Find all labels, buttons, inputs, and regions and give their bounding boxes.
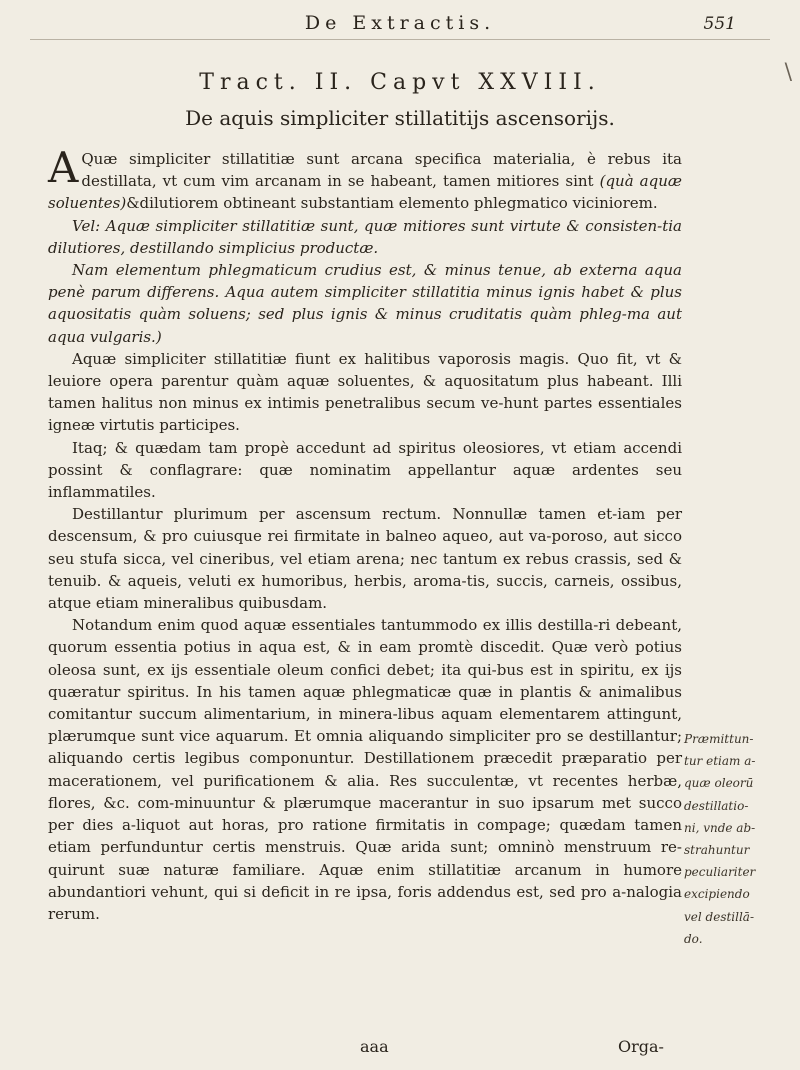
paragraph-4: Aquæ simpliciter stillatitiæ fiunt ex halitibus vaporosis magis. Quo fit, vt & leuiore opera parentur quàm aquæ soluentes, & aquositatum plus habeant. Illi tamen halitus non minus ex intimis penetralibus secum ve-hunt partes essentiales igneæ virtutis participes. [48,349,682,435]
paragraph-6: Destillantur plurimum per ascensum rectum. Nonnullæ tamen et-iam per descensum, & pro cuiusque rei firmitate in balneo aqueo, aut va-poroso, aut sicco seu stufa sicca, vel cineribus, vel etiam arena; nec tantum ex rebus crassis, sed & tenuib. & aqueis, veluti ex humoribus, herbis, aroma-tis, succis, carneis, ossibus, atque etiam mineralibus quibusdam. [48,505,682,613]
margin-note-line: Præmittun- [684,732,754,746]
chapter-heading: Tract. II. Capvt XXVIII. [199,70,601,95]
paragraph-7: Notandum enim quod aquæ essentiales tantummodo ex illis destilla-ri debeant, quorum essentia potius in aqua est, & in eam promtè discedit. Quæ verò potius oleosa sunt, ex ijs essentiale oleum confici debet; ita qui-bus est in spiritu, ex ijs quæratur spiritus. In his tamen aquæ phlegmaticæ quæ in plantis & animalibus comitantur succum alimentarium, in minera-libus aquam elementarem attingunt, plærumque sunt vice aquarum. Et omnia aliquando simpliciter pro se destillantur; aliquando certis legibus componuntur. Destillationem præcedit præparatio per macerationem, vel purificationem & alia. Res succulentæ, vt recentes herbæ, flores, &c. com-minuuntur & plærumque macerantur in suo ipsarum met succo per dies a-liquot aut horas, pro ratione firmitatis in compage; quædam tamen etiam perfunduntur certis menstruis. Quæ arida sunt; omninò menstruum re-quirunt suæ naturæ familiare. Aquæ enim stillatitiæ arcanum in humore abundantiori vehunt, qui si deficit in re ipsa, foris addendus est, sed pro a-nalogia rerum. [48,616,682,923]
margin-note-line: vel destillā- [684,909,755,924]
page-number: 551 [703,14,736,34]
paragraph-2: Vel: Aquæ simpliciter stillatitiæ sunt, quæ mitiores sunt virtute & consisten-tia dilutiores, destillando simplicius productæ. [48,216,682,257]
margin-note-line: destillatio- [684,798,749,813]
header-rule [30,39,770,40]
chapter-subtitle: De aquis simpliciter stillatitijs ascensorijs. [185,106,615,130]
signature-mark: aaa [360,1037,389,1056]
paragraph-5: Itaq; & quædam tam propè accedunt ad spiritus oleosiores, vt etiam accendi possint & conflagrare: quæ nominatim appellantur aquæ ardentes seu inflammatiles. [48,438,682,502]
margin-note-line: ni, vnde ab- [684,820,756,835]
margin-note-line: tur etiam a- [684,754,756,769]
margin-note-line: peculiariter [684,865,756,880]
body-text [48,143,682,925]
paragraph-1-text-a: Quæ simpliciter stillatitiæ sunt arcana specifica materialia, è rebus ita destillata, vt cum vim arcanam in se habeant, tamen mitiores sint [81,150,682,191]
margin-note-line: do. [684,931,703,946]
running-head: De Extractis. [304,12,496,34]
drop-cap: A [48,143,79,192]
margin-note-line: strahuntur [684,843,750,858]
margin-note-line: excipiendo [684,887,750,902]
corner-mark: \ [784,60,792,85]
catchword: Orga- [618,1037,664,1056]
paragraph-1-text-c: &dilutiorem obtineant substantiam elemento phlegmatico viciniorem. [126,194,658,213]
margin-note [684,728,794,950]
paragraph-3: Nam elementum phlegmaticum crudius est, & minus tenue, ab externa aqua penè parum differens. Aqua autem simpliciter stillatitia minus ignis habet & plus aquositatis quàm soluens; sed plus ignis & minus cruditatis quàm phleg-ma aut aqua vulgaris.) [48,261,682,346]
paragraph-1-italic: (quà aquæ soluentes) [48,172,682,213]
margin-note-line: quæ oleorū [684,776,754,791]
paragraph-1 [48,143,682,215]
